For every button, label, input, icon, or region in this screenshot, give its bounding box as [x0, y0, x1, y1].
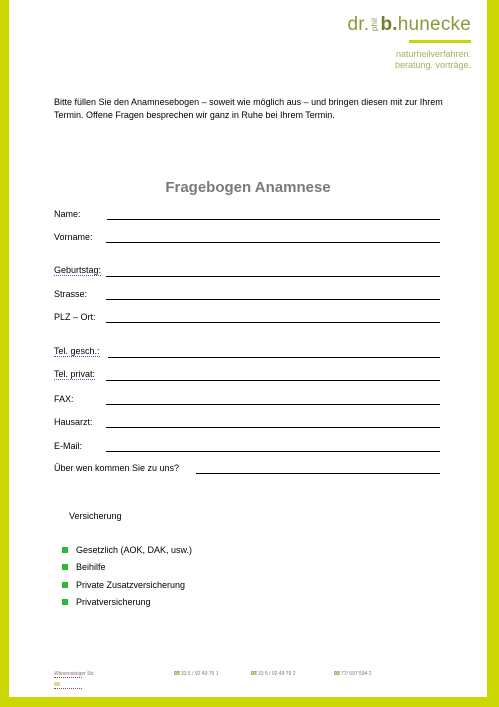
- insurance-option-gesetzlich[interactable]: [62, 545, 192, 557]
- footer-email-redacted: [54, 682, 82, 689]
- field-label: Tel. privat:: [54, 369, 96, 379]
- logo-name: hunecke: [397, 14, 471, 35]
- insurance-option-privat[interactable]: [62, 597, 151, 609]
- email-field[interactable]: [54, 438, 440, 452]
- logo: [321, 14, 471, 71]
- tel-privat-field[interactable]: [54, 367, 440, 381]
- input-line[interactable]: [106, 380, 440, 381]
- field-label: FAX:: [54, 394, 74, 404]
- document-page: [9, 0, 487, 697]
- name-field[interactable]: [54, 206, 440, 220]
- option-label: Beihilfe: [76, 562, 106, 572]
- vorname-field[interactable]: [54, 229, 440, 243]
- tel-geschaeftlich-field[interactable]: [54, 344, 440, 358]
- logo-wordmark: [321, 14, 471, 36]
- logo-dr: dr.: [347, 14, 370, 35]
- logo-tagline-2: beratung. vorträge.: [394, 60, 471, 70]
- fax-field[interactable]: [54, 391, 440, 405]
- bullet-icon: [62, 582, 68, 588]
- logo-underline: [409, 40, 471, 43]
- field-label: Strasse:: [54, 289, 88, 299]
- field-label: E-Mail:: [54, 441, 83, 451]
- field-label: PLZ – Ort:: [54, 312, 96, 322]
- field-label: Geburtstag:: [54, 265, 102, 275]
- intro-text: Bitte füllen Sie den Anamnesebogen – soweit wie möglich aus – und bringen diesen mit zur Ihrem Termin. Offene Fragen besprechen wir ganz in Ruhe bei Ihrem Termin.: [54, 97, 443, 120]
- field-label: Hausarzt:: [54, 417, 93, 427]
- input-line[interactable]: [106, 427, 440, 428]
- logo-tagline-1: naturheilverfahren.: [395, 49, 471, 59]
- footer-phone-1-text: 07 33 5 / 92 49 79 1: [174, 671, 219, 677]
- input-line[interactable]: [106, 276, 440, 277]
- input-line[interactable]: [106, 322, 440, 323]
- input-line[interactable]: [106, 242, 440, 243]
- footer: [54, 671, 394, 693]
- insurance-heading: Versicherung: [69, 511, 122, 521]
- input-line[interactable]: [106, 299, 440, 300]
- footer-phone-2-text: 07 33 5 / 92 49 79 2: [251, 671, 296, 677]
- footer-address-text: Wiesensteiger Str.: [54, 671, 95, 677]
- input-line[interactable]: [108, 357, 440, 358]
- insurance-option-beihilfe[interactable]: [62, 562, 106, 574]
- input-line[interactable]: [106, 404, 440, 405]
- input-line[interactable]: [107, 219, 440, 220]
- option-label: Privatversicherung: [76, 597, 151, 607]
- page-title: Fragebogen Anamnese: [165, 179, 331, 196]
- strasse-field[interactable]: [54, 286, 440, 300]
- bullet-icon: [62, 599, 68, 605]
- input-line[interactable]: [106, 451, 440, 452]
- field-label: Vorname:: [54, 232, 93, 242]
- referral-field[interactable]: [54, 460, 440, 474]
- input-line[interactable]: [196, 473, 440, 474]
- logo-phil: phil: [370, 18, 380, 32]
- bullet-icon: [62, 564, 68, 570]
- field-label: Über wen kommen Sie zu uns?: [54, 463, 180, 473]
- logo-initial: b.: [380, 14, 398, 35]
- option-label: Private Zusatzversicherung: [76, 580, 186, 590]
- geburtstag-field[interactable]: [54, 263, 440, 277]
- plz-ort-field[interactable]: [54, 309, 440, 323]
- hausarzt-field[interactable]: [54, 414, 440, 428]
- option-label: Gesetzlich (AOK, DAK, usw.): [76, 545, 193, 555]
- field-label: Name:: [54, 209, 81, 219]
- footer-address-redacted: [54, 671, 82, 678]
- bullet-icon: [62, 547, 68, 553]
- footer-mobile-text: 01 77/ 597 594 2: [334, 671, 372, 677]
- insurance-option-private-zusatz[interactable]: [62, 580, 185, 592]
- field-label: Tel. gesch.:: [54, 346, 100, 356]
